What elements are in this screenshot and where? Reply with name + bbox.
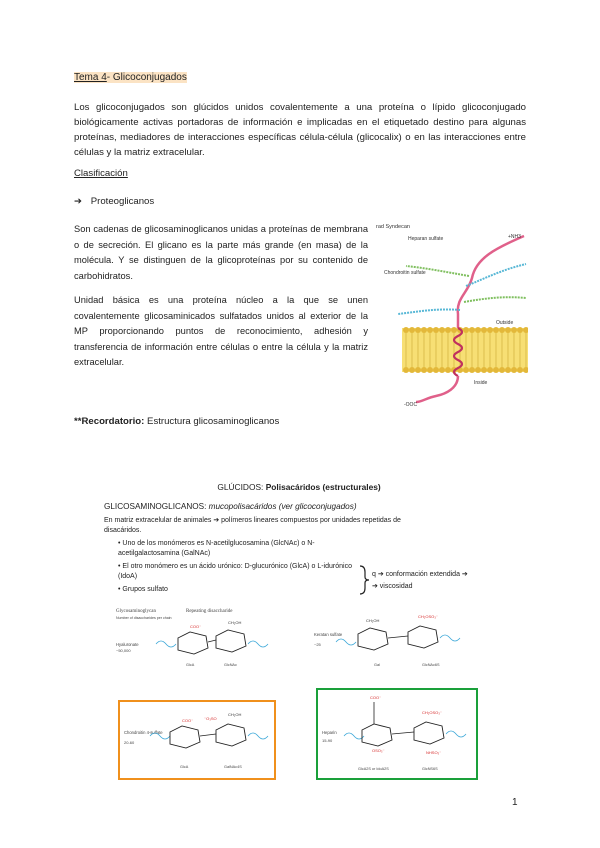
svg-text:OSO₃⁻: OSO₃⁻: [372, 748, 385, 753]
paragraph-definition: Son cadenas de glicosaminoglicanos unidas a proteínas de membrana o de secreción. El glicano es la parte más grande (en masa) de la molécula. Y se distinguen de la glicoproteínas por su contenido de carbohidratos.: [74, 224, 368, 281]
reminder-prefix: **Recordatorio:: [74, 416, 145, 427]
slide-bullet2-text: El otro monómero es un ácido urónico: D-glucurónico (GlcA) o L-idurónico (IdoA): [118, 563, 352, 580]
arrow-bullet-icon: ➔: [74, 196, 83, 207]
hyaluronate-structure: [116, 606, 296, 670]
syndecan-diagram: [376, 218, 528, 408]
svg-text:⁻O₃SO: ⁻O₃SO: [204, 716, 217, 721]
page-title: [74, 72, 187, 83]
slide-figure: [96, 474, 502, 786]
p3-s1: GlcA: [180, 765, 189, 769]
p4-name: Heparin: [322, 730, 337, 735]
p3-name: Chondroitin 4-sulfate: [124, 730, 163, 735]
svg-text:COO⁻: COO⁻: [182, 718, 194, 723]
brace-icon: [358, 564, 370, 596]
p1-s1: GlcA: [186, 663, 195, 667]
panel-hyaluronate: [116, 606, 296, 670]
slide-title-bold: Polisacáridos (estructurales): [265, 482, 381, 492]
label-chondroitin: Chondroitin sulfate: [384, 270, 426, 276]
slide-bullet1-text: Uno de los monómeros es N-acetilglucosamina (GlcNAc) o N-acetilgalactosamina (GalNAc): [118, 540, 315, 557]
reminder-line: [74, 416, 279, 427]
slide-bullet3: • Grupos sulfato: [118, 586, 168, 593]
p3-s2: GalNAc4S: [224, 765, 242, 769]
panel-heparin: [316, 688, 478, 780]
svg-text:CH₂OH: CH₂OH: [366, 618, 380, 623]
label-syndecan: rad Syndecan: [376, 224, 410, 230]
syndecan-figure: [376, 218, 528, 408]
bullet-proteoglicanos: [74, 196, 154, 207]
panel-chondroitin: [118, 700, 276, 780]
gag-heading: [104, 502, 357, 511]
p4-s2: GlcNS6S: [422, 767, 438, 771]
p2-count: ~25: [314, 642, 321, 647]
brace-note2: ➔ viscosidad: [372, 583, 413, 590]
brace-note1: q ➔ conformación extendida ➔: [372, 571, 468, 578]
label-heparan: Heparan sulfate: [408, 236, 444, 242]
reminder-text: Estructura glicosaminoglicanos: [144, 416, 280, 427]
svg-text:CH₂OSO₃⁻: CH₂OSO₃⁻: [418, 614, 438, 619]
p4-count: 15-90: [322, 738, 333, 743]
svg-text:CH₂OH: CH₂OH: [228, 712, 242, 717]
slide-bullet1: • Uno de los monómeros es N-acetilglucosamina (GlcNAc) o N-acetilgalactosamina (GalNAc): [118, 540, 315, 557]
keratan-structure: [314, 606, 494, 670]
page-number: 1: [512, 797, 518, 808]
intro-paragraph: Los glicoconjugados son glúcidos unidos covalentemente a una proteína o lípido glicoconjugado biológicamente activas portadoras de información e implicadas en el etiquetado destino para algunas proteínas, mediadores de interacciones específicas célula-célula (glicocalix) o en las interacciones entre células y la matriz extracelular.: [74, 102, 526, 158]
heparin-structure: [318, 690, 476, 778]
svg-text:NHSO₃⁻: NHSO₃⁻: [426, 750, 442, 755]
svg-text:COO⁻: COO⁻: [190, 624, 202, 629]
slide-line1: En matriz extracelular de animales ➔ polímeros lineares compuestos por unidades repetidas de disacáridos.: [104, 517, 401, 534]
p1-sub: Number of disaccharides per chain: [116, 616, 172, 620]
label-nh3: +NH3: [508, 234, 521, 240]
panel-keratan: [314, 606, 494, 670]
chondroitin-structure: [120, 702, 274, 778]
lipid-bilayer: [402, 327, 528, 373]
svg-text:CH₂OH: CH₂OH: [228, 620, 242, 625]
bullet-label: Proteoglicanos: [90, 196, 155, 207]
p1-hdr1: Glycosaminoglycan: [116, 609, 156, 614]
p3-count: 20-60: [124, 740, 135, 745]
slide-title: [96, 482, 502, 492]
classification-heading: Clasificación: [74, 168, 128, 179]
p2-s1: Gal: [374, 663, 380, 667]
label-coo: -OOC: [404, 402, 418, 408]
title-topic: Tema 4: [74, 72, 107, 83]
p4-s1: GlcA2S or IdoA2S: [358, 767, 389, 771]
slide-bullet2: • El otro monómero es un ácido urónico: D-glucurónico (GlcA) o L-idurónico (IdoA): [118, 563, 352, 580]
slide-title-prefix: GLÚCIDOS:: [217, 482, 266, 492]
p1-count: ~50,000: [116, 648, 131, 653]
gag-italic: mucopolisacáridos (ver glicoconjugados): [208, 502, 357, 511]
svg-text:COO⁻: COO⁻: [370, 695, 382, 700]
label-inside: Inside: [474, 380, 488, 386]
p1-s2: GlcNAc: [224, 663, 237, 667]
p2-s2: GlcNAc6S: [422, 663, 440, 667]
title-subtitle: - Glicoconjugados: [106, 72, 187, 83]
paragraph-basic-unit: Unidad básica es una proteína núcleo a la que se unen covalentemente glicosaminicados sulfatados unidos al exterior de la MP proporcionando puntos de reconocimiento, adhesión y transferencia de información entre células o entre la célula y la matriz extracelular.: [74, 295, 368, 368]
p1-hdr2: Repeating disaccharide: [186, 609, 233, 614]
slide-bullet3-text: Grupos sulfato: [122, 586, 168, 593]
svg-text:CH₂OSO₃⁻: CH₂OSO₃⁻: [422, 710, 442, 715]
gag-label: GLICOSAMINOGLICANOS:: [104, 502, 209, 511]
label-outside: Outside: [496, 320, 514, 326]
p1-name: Hyaluronate: [116, 642, 139, 647]
p2-name: Keratan sulfate: [314, 632, 343, 637]
